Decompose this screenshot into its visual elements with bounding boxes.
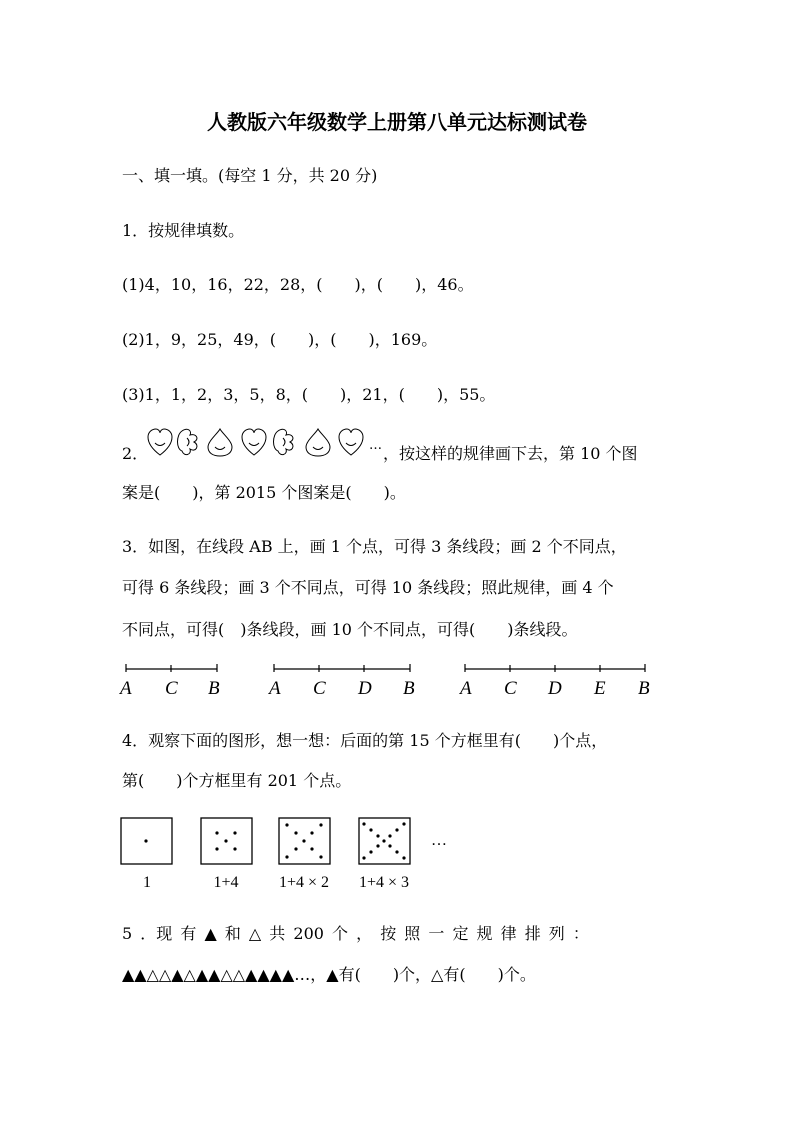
q2-ellipsis: … — [369, 438, 382, 453]
point-label: C — [313, 678, 326, 699]
q4-line1: 4．观察下面的图形，想一想：后面的第 15 个方框里有( )个点， — [122, 731, 608, 750]
q2-pattern-figures — [146, 428, 376, 460]
q2-tail: ，按这样的规律画下去，第 10 个图 — [383, 444, 638, 463]
q5-line2: ▲▲△△▲△▲▲△△▲▲▲▲…，▲有( )个，△有( )个。 — [122, 965, 536, 984]
q4-dot-boxes — [118, 815, 458, 895]
heart-figure — [339, 429, 363, 455]
q1-sub3: (3)1，1，2，3，5，8，( )，21，( )，55。 — [122, 385, 496, 404]
drop-figure — [306, 429, 330, 456]
segment-ACDEB — [458, 664, 650, 699]
flower-figure — [274, 429, 293, 454]
q5-line1: 5 ．现 有 ▲ 和 △ 共 200 个 ， 按 照 一 定 规 律 排 列 ： — [122, 924, 589, 943]
segment-ACB — [118, 664, 220, 699]
q3-line2: 可得 6 条线段；画 3 个不同点，可得 10 条线段；照此规律，画 4 个 — [122, 578, 614, 597]
heart-figure — [242, 429, 266, 455]
dot-box-3 — [279, 818, 330, 864]
point-label: C — [165, 678, 178, 699]
q2-number: 2． — [122, 444, 149, 463]
q3-line1: 3．如图，在线段 AB 上，画 1 个点，可得 3 条线段；画 2 个不同点， — [122, 537, 627, 556]
drop-figure — [208, 429, 232, 456]
page-title: 人教版六年级数学上册第八单元达标测试卷 — [207, 110, 587, 134]
point-label: A — [269, 678, 281, 699]
dot-box-1 — [121, 818, 172, 864]
box-caption: 1+4 × 3 — [358, 874, 410, 891]
q2-line2: 案是( )，第 2015 个图案是( )。 — [122, 483, 406, 502]
box-caption: 1+4 — [213, 874, 239, 891]
point-label: A — [120, 678, 132, 699]
point-label: E — [594, 678, 606, 699]
box-caption: 1+4 × 2 — [278, 874, 330, 891]
q3-line3: 不同点，可得( )条线段，画 10 个不同点，可得( )条线段。 — [122, 620, 578, 639]
dot-box-2 — [201, 818, 252, 864]
point-label: D — [358, 678, 372, 699]
section-heading: 一、填一填。(每空 1 分，共 20 分) — [122, 166, 378, 185]
heart-figure — [148, 429, 172, 455]
q4-line2: 第( )个方框里有 201 个点。 — [122, 771, 352, 790]
flower-figure — [178, 429, 197, 454]
box-caption: 1 — [143, 874, 151, 891]
segment-ACDB — [267, 664, 415, 699]
dot-box-4 — [359, 818, 410, 864]
q3-segment-figures — [118, 660, 658, 700]
more-ellipsis: … — [431, 832, 447, 849]
point-label: B — [403, 678, 415, 699]
point-label: C — [504, 678, 517, 699]
q1-sub1: (1)4，10，16，22，28，( )，( )，46。 — [122, 275, 474, 294]
point-label: D — [548, 678, 562, 699]
point-label: B — [208, 678, 220, 699]
point-label: A — [460, 678, 472, 699]
point-label: B — [638, 678, 650, 699]
q1-sub2: (2)1，9，25，49，( )，( )，169。 — [122, 330, 438, 349]
q1-stem: 1．按规律填数。 — [122, 221, 245, 240]
